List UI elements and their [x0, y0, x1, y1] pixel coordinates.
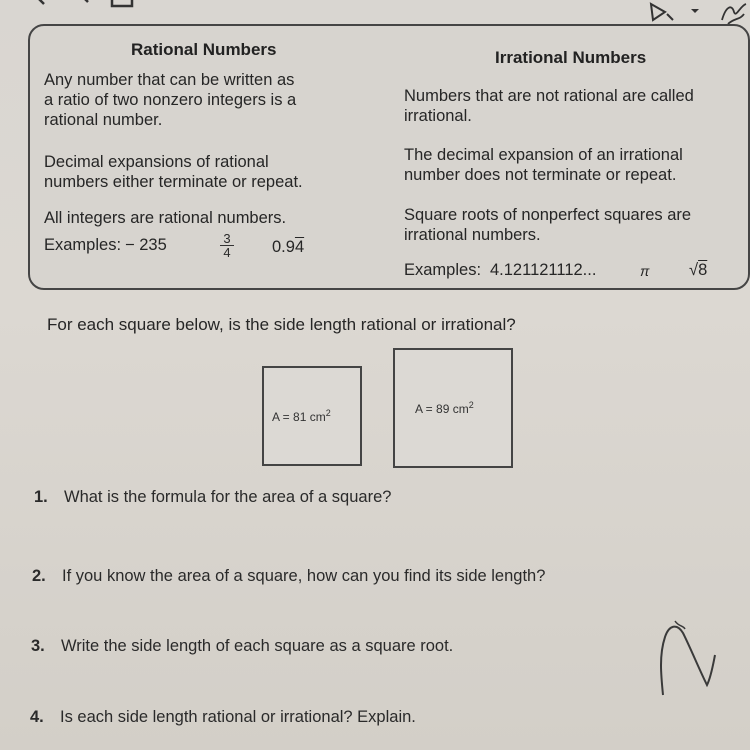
search-icon[interactable]	[30, 0, 90, 16]
rational-decimal-note	[44, 152, 303, 192]
question-text: Is each side length rational or irrational? Explain.	[60, 708, 416, 726]
question-text: If you know the area of a square, how can you find its side length?	[62, 567, 546, 585]
handwritten-mark	[655, 615, 725, 700]
text-line: rational number.	[44, 111, 163, 129]
question-number: 3.	[31, 637, 45, 655]
text-line: number does not terminate or repeat.	[404, 166, 677, 184]
text-line: Numbers that are not rational are called	[404, 87, 694, 105]
irrational-roots-note	[404, 205, 691, 245]
pen-tool-icon[interactable]	[645, 0, 679, 24]
text-line: numbers either terminate or repeat.	[44, 173, 303, 191]
text-line: irrational numbers.	[404, 226, 541, 244]
question-3	[31, 637, 453, 656]
repeating-decimal-base: 0.9	[272, 238, 295, 256]
chevron-down-icon[interactable]	[688, 4, 702, 18]
irrational-definition	[404, 86, 694, 126]
question-number: 1.	[34, 488, 48, 506]
rational-example-integer: − 235	[125, 236, 167, 254]
question-text: Write the side length of each square as a square root.	[61, 637, 454, 655]
text-line: Square roots of nonperfect squares are	[404, 206, 692, 224]
area-exponent: 2	[468, 400, 474, 410]
fraction-numerator: 3	[220, 232, 234, 246]
repeating-digit: 4	[294, 238, 305, 256]
squares-prompt: For each square below, is the side length rational or irrational?	[47, 315, 516, 334]
question-number: 4.	[30, 708, 44, 726]
question-text: What is the formula for the area of a square?	[64, 488, 392, 506]
page-icon[interactable]	[108, 0, 138, 16]
text-line: irrational.	[404, 107, 472, 125]
irrational-examples-label: Examples:	[404, 261, 482, 279]
square-89	[393, 348, 513, 468]
area-text: A = 81 cm	[272, 410, 326, 424]
rational-integers-note: All integers are rational numbers.	[44, 209, 287, 227]
irrational-heading: Irrational Numbers	[495, 48, 647, 67]
top-toolbar	[0, 0, 750, 20]
question-2	[32, 567, 545, 586]
text-line: The decimal expansion of an irrational	[404, 146, 683, 164]
text-line: Any number that can be written as	[44, 71, 295, 89]
rational-example-repeating	[272, 238, 304, 257]
rational-definition	[44, 70, 296, 130]
square-area-label	[272, 408, 356, 424]
irrational-example-decimal: 4.121121112...	[490, 261, 597, 279]
question-1	[34, 488, 391, 507]
text-line: a ratio of two nonzero integers is a	[44, 91, 297, 109]
irrational-example-root	[689, 261, 707, 280]
square-81	[262, 366, 362, 466]
radical-sign: √	[689, 261, 699, 279]
rational-examples-label: Examples:	[44, 236, 122, 254]
rational-heading: Rational Numbers	[131, 40, 277, 59]
question-4	[30, 708, 416, 727]
fraction-denominator: 4	[223, 245, 231, 260]
rational-example-fraction	[220, 232, 234, 259]
area-exponent: 2	[325, 408, 331, 418]
square-area-label	[415, 400, 501, 416]
irrational-decimal-note	[404, 145, 683, 185]
text-line: Decimal expansions of rational	[44, 153, 269, 171]
irrational-example-pi: π	[640, 263, 650, 279]
question-number: 2.	[32, 567, 46, 585]
area-text: A = 89 cm	[415, 402, 469, 416]
radicand: 8	[698, 261, 708, 279]
